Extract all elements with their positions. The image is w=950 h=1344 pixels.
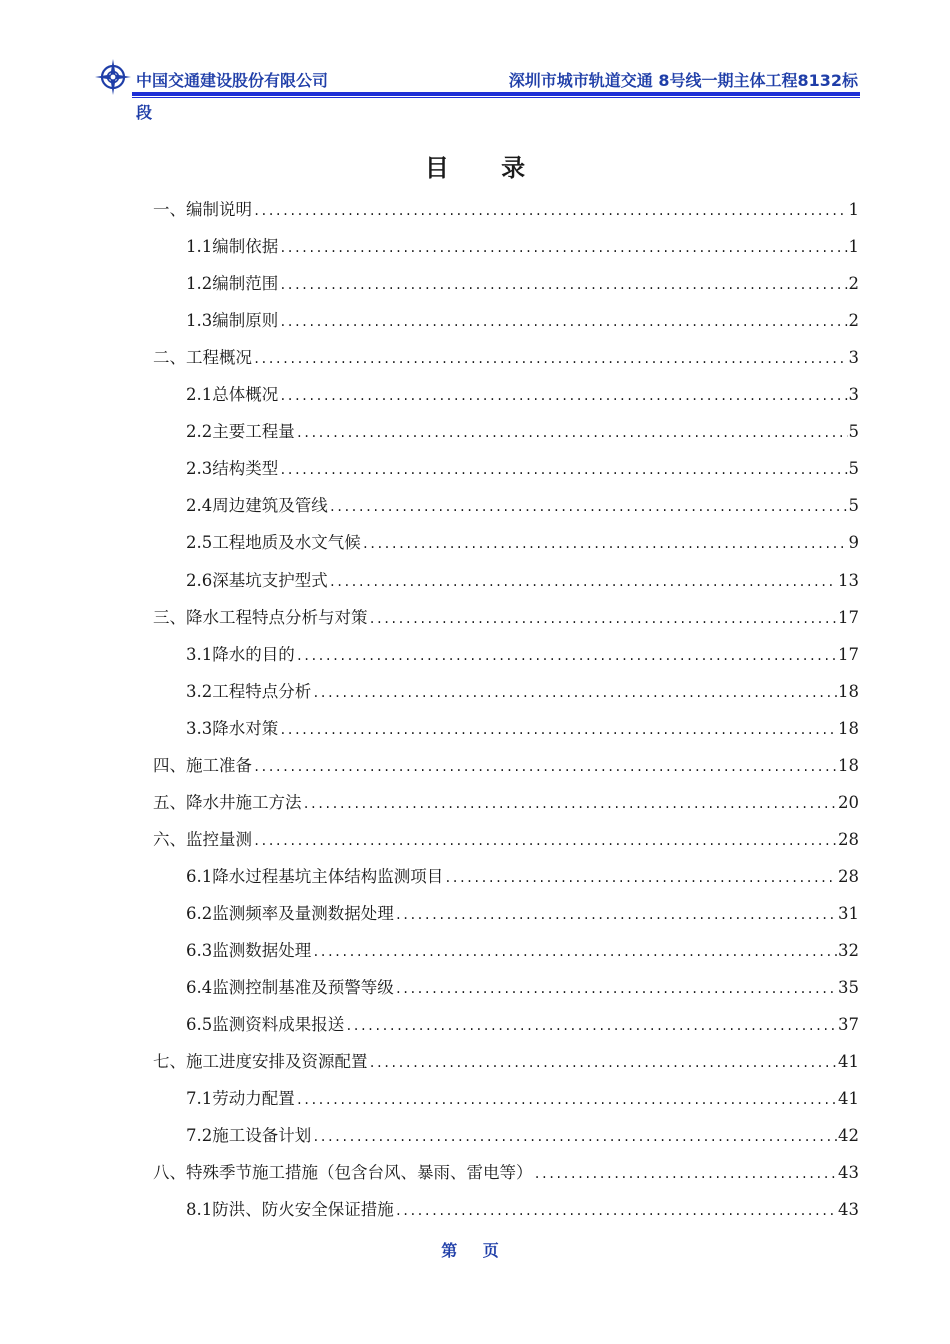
toc-entry[interactable]	[186, 380, 859, 410]
toc-entry-label: 6.5监测资料成果报送	[186, 1015, 345, 1035]
toc-leader-dots	[279, 381, 847, 411]
toc-leader-dots	[253, 752, 837, 782]
toc-entry-label: 1.3编制原则	[186, 311, 279, 331]
toc-leader-dots	[534, 1159, 838, 1189]
toc-leader-dots	[312, 1122, 837, 1152]
toc-entry-page: 1	[848, 200, 859, 219]
toc-entry-label: 7.2施工设备计划	[186, 1126, 312, 1146]
toc-entry-page: 28	[838, 866, 859, 886]
toc-entry-page: 2	[848, 274, 859, 294]
toc-entry-label: 6.2监测频率及量测数据处理	[186, 903, 394, 923]
toc-entry-label: 五、降水井施工方法	[153, 792, 302, 812]
toc-entry-label: 2.2主要工程量	[186, 422, 295, 442]
toc-entry-page: 5	[848, 459, 859, 479]
toc-entry-page: 18	[838, 755, 859, 775]
toc-leader-dots	[279, 270, 847, 300]
toc-entry-page: 32	[838, 941, 859, 960]
toc-entry-page: 35	[838, 978, 859, 998]
project-name: 深圳市城市轨道交通 8号线一期主体工程8132标	[508, 71, 858, 90]
toc-entry[interactable]	[186, 973, 859, 1003]
toc-entry-label: 二、工程概况	[153, 348, 252, 368]
header-rule-thin	[132, 97, 860, 98]
toc-entry-label: 八、特殊季节施工措施（包含台风、暴雨、雷电等）	[153, 1163, 533, 1183]
toc-entry[interactable]	[186, 1010, 859, 1040]
toc-entry-label: 1.2编制范围	[186, 274, 279, 294]
toc-leader-dots	[296, 641, 837, 671]
toc-entry-label: 3.2工程特点分析	[186, 681, 312, 701]
toc-leader-dots	[329, 492, 848, 522]
toc-entry[interactable]	[186, 454, 859, 484]
toc-entry[interactable]	[186, 417, 859, 447]
toc-entry[interactable]	[153, 825, 859, 855]
toc-entry-label: 2.3结构类型	[186, 459, 279, 479]
toc-entry-label: 2.5工程地质及水文气候	[186, 533, 361, 553]
toc-entry-page: 37	[838, 1015, 859, 1035]
toc-entry-label: 一、编制说明	[153, 200, 252, 219]
toc-entry[interactable]	[153, 343, 859, 373]
toc-entry-page: 18	[838, 681, 859, 701]
toc-entry-page: 42	[838, 1126, 859, 1146]
page-footer: 第 页	[441, 1241, 509, 1260]
toc-entry-label: 6.4监测控制基准及预警等级	[186, 978, 394, 998]
toc-entry-page: 1	[848, 237, 859, 257]
company-name: 中国交通建设股份有限公司	[136, 71, 329, 90]
toc-entry-page: 43	[838, 1200, 859, 1220]
toc-leader-dots	[369, 604, 838, 634]
toc-entry-page: 20	[838, 792, 859, 812]
toc-leader-dots	[312, 678, 837, 708]
toc-entry-label: 2.6深基坑支护型式	[186, 570, 328, 590]
toc-leader-dots	[345, 1011, 837, 1041]
toc-entry-page: 5	[848, 496, 859, 516]
toc-entry-label: 3.3降水对策	[186, 718, 279, 738]
toc-entry[interactable]	[153, 1158, 859, 1188]
toc-entry-label: 1.1编制依据	[186, 237, 279, 257]
toc-entry-label: 3.1降水的目的	[186, 644, 295, 664]
toc-leader-dots	[303, 789, 838, 819]
toc-leader-dots	[296, 418, 848, 448]
toc-leader-dots	[279, 307, 847, 337]
cccc-logo-icon	[94, 58, 132, 96]
toc-entry-label: 三、降水工程特点分析与对策	[153, 607, 368, 627]
toc-entry-page: 31	[838, 903, 859, 923]
toc-leader-dots	[279, 715, 837, 745]
toc-entry[interactable]	[186, 491, 859, 521]
toc-entry[interactable]	[186, 566, 859, 596]
toc-entry-page: 17	[838, 607, 859, 627]
toc-leader-dots	[395, 900, 837, 930]
toc-entry-page: 3	[848, 348, 859, 368]
toc-entry[interactable]	[186, 1195, 859, 1225]
toc-entry-label: 6.1降水过程基坑主体结构监测项目	[186, 866, 444, 886]
toc-entry[interactable]	[186, 1121, 859, 1151]
project-name-continuation: 段	[136, 103, 153, 122]
toc-entry[interactable]	[186, 936, 859, 966]
toc-entry[interactable]	[186, 1084, 859, 1114]
toc-entry-page: 13	[838, 570, 859, 590]
toc-leader-dots	[395, 974, 837, 1004]
toc-entry-label: 六、监控量测	[153, 829, 252, 849]
toc-leader-dots	[253, 196, 848, 226]
toc-leader-dots	[329, 567, 837, 597]
toc-entry-page: 5	[848, 422, 859, 442]
toc-entry-page: 17	[838, 644, 859, 664]
toc-leader-dots	[296, 1085, 837, 1115]
toc-entry-page: 41	[838, 1089, 859, 1109]
toc-entry[interactable]	[153, 788, 859, 818]
toc-entry-page: 28	[838, 829, 859, 849]
toc-entry-label: 6.3监测数据处理	[186, 941, 312, 960]
toc-leader-dots	[279, 455, 847, 485]
toc-entry[interactable]	[153, 603, 859, 633]
toc-entry[interactable]	[186, 899, 859, 929]
toc-entry[interactable]	[186, 677, 859, 707]
toc-title: 目 录	[424, 154, 548, 182]
toc-entry[interactable]	[153, 1047, 859, 1077]
toc-entry-page: 2	[848, 311, 859, 331]
toc-leader-dots	[253, 826, 837, 856]
toc-entry[interactable]	[186, 306, 859, 336]
toc-entry-page: 41	[838, 1052, 859, 1072]
toc-entry-page: 9	[848, 533, 859, 553]
toc-leader-dots	[312, 937, 837, 967]
toc-entry-label: 7.1劳动力配置	[186, 1089, 295, 1109]
toc-entry[interactable]	[186, 269, 859, 299]
toc-entry[interactable]	[153, 195, 859, 225]
toc-leader-dots	[444, 863, 837, 893]
toc-entry-label: 8.1防洪、防火安全保证措施	[186, 1200, 394, 1220]
toc-leader-dots	[369, 1048, 838, 1078]
toc-leader-dots	[253, 344, 848, 374]
toc-entry-page: 43	[838, 1163, 859, 1183]
toc-entry[interactable]	[186, 640, 859, 670]
toc-entry-label: 四、施工准备	[153, 755, 252, 775]
toc-entry[interactable]	[186, 528, 859, 558]
toc-entry[interactable]	[186, 862, 859, 892]
toc-entry-page: 3	[848, 385, 859, 405]
toc-leader-dots	[362, 529, 848, 559]
header-rule	[132, 92, 860, 96]
toc-entry-label: 2.4周边建筑及管线	[186, 496, 328, 516]
toc-leader-dots	[279, 233, 847, 263]
toc-entry[interactable]	[186, 714, 859, 744]
toc-entry[interactable]	[153, 751, 859, 781]
toc-entry[interactable]	[186, 232, 859, 262]
toc-entry-label: 七、施工进度安排及资源配置	[153, 1052, 368, 1072]
toc-entry-page: 18	[838, 718, 859, 738]
toc-entry-label: 2.1总体概况	[186, 385, 279, 405]
toc-leader-dots	[395, 1196, 837, 1226]
